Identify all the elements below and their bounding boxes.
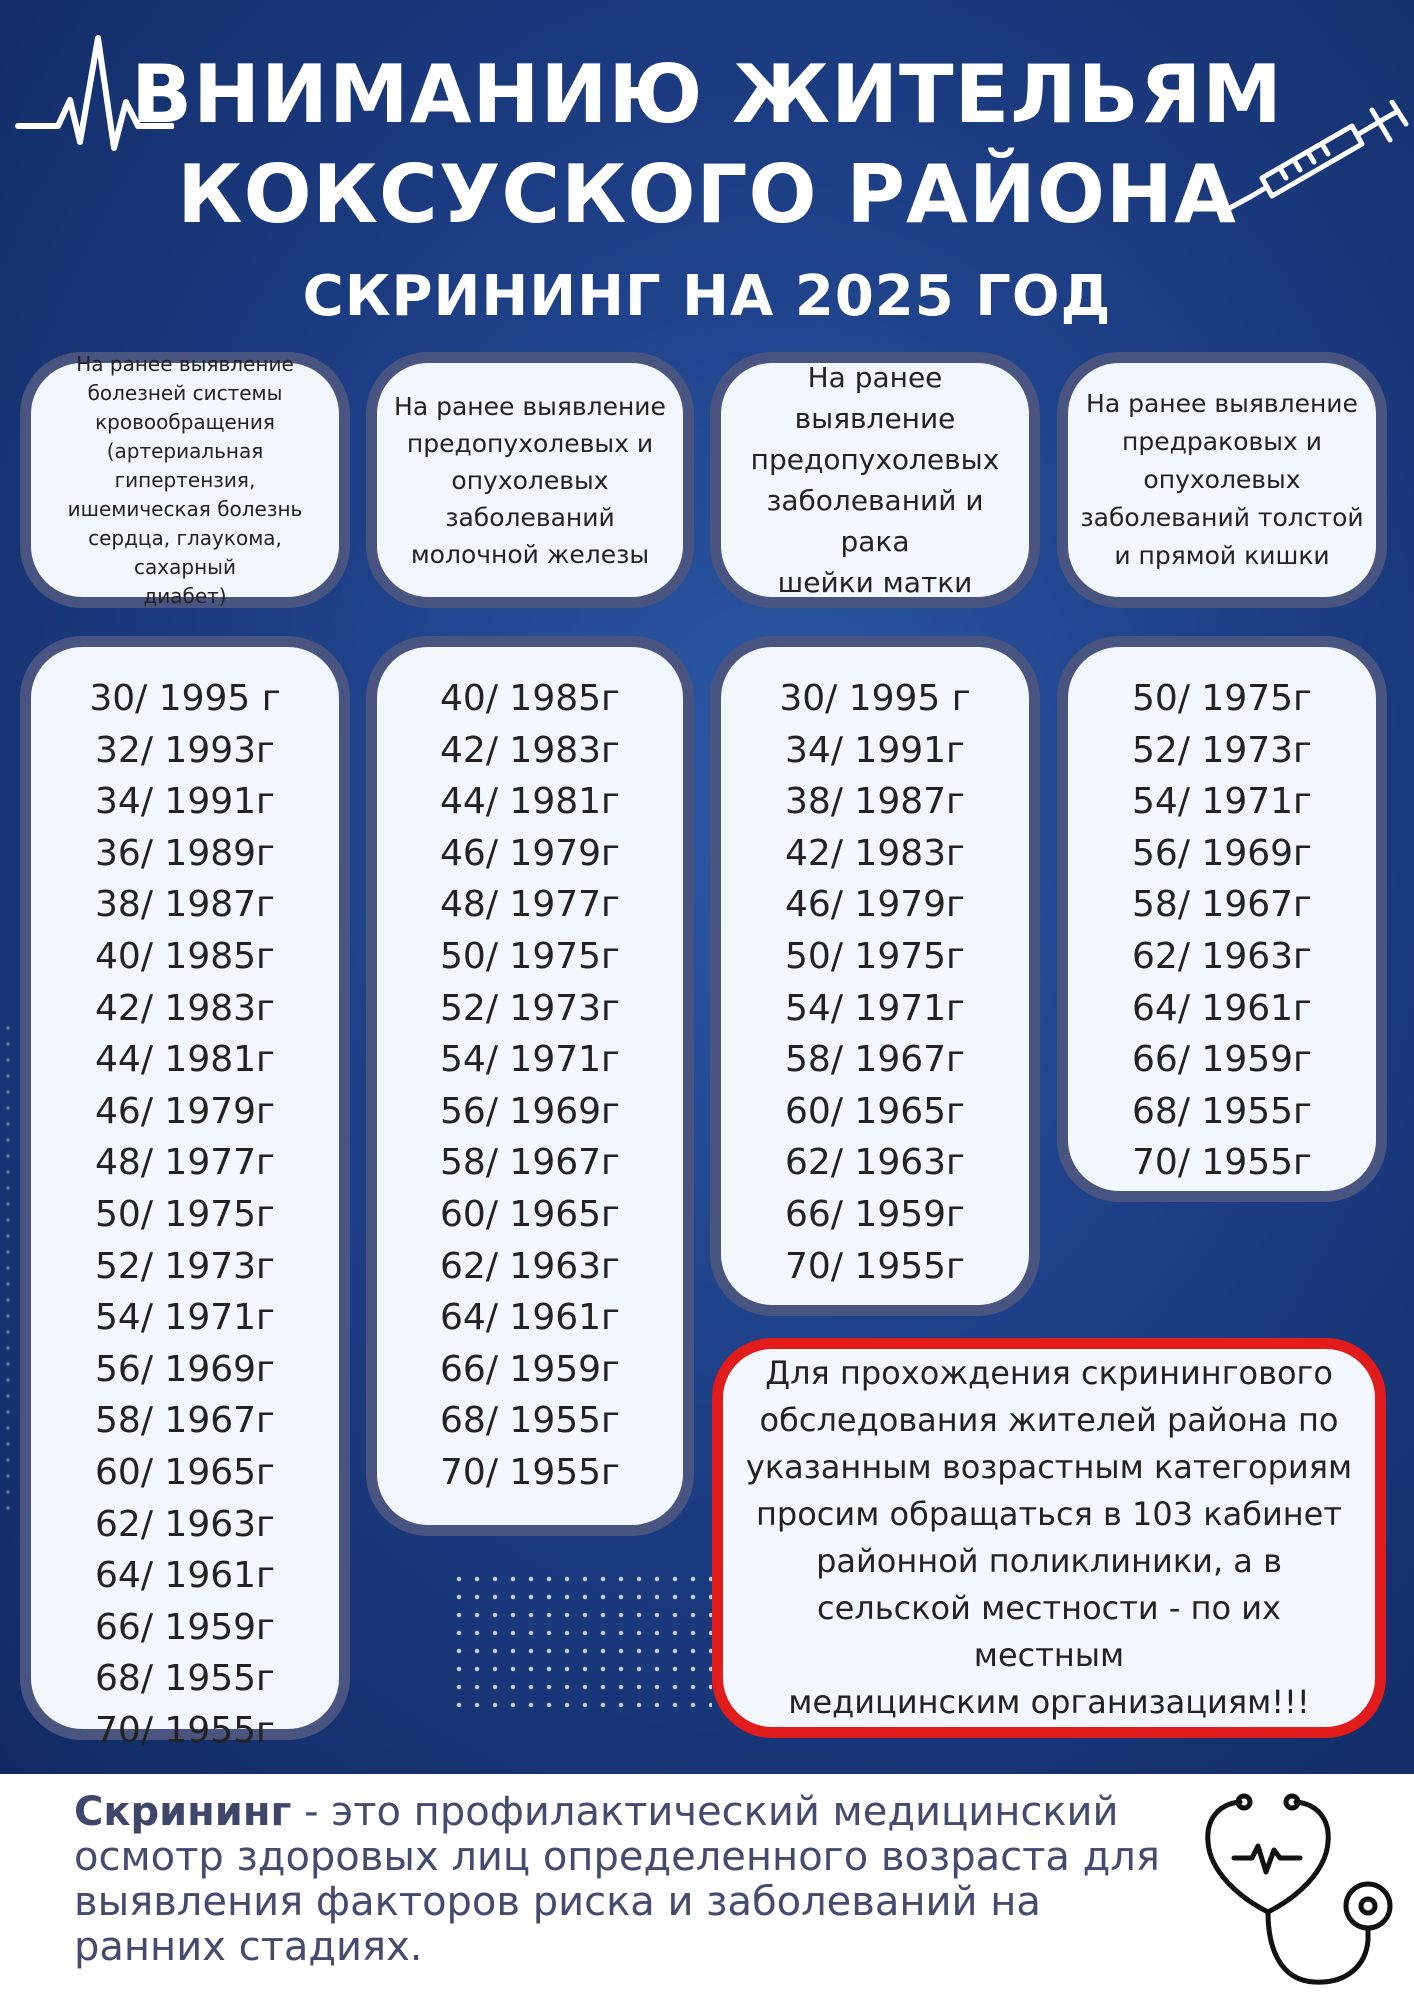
definition-term: Скрининг (74, 1789, 292, 1835)
age-list-item: 70/ 1955г (1132, 1142, 1312, 1184)
age-list-item: 66/ 1959г (1132, 1039, 1312, 1081)
age-list-item: 48/ 1977г (95, 1142, 275, 1184)
age-list-item: 66/ 1959г (785, 1193, 965, 1235)
notice-line: обследования жителей района по (759, 1401, 1339, 1439)
stethoscope-icon (1196, 1780, 1410, 1994)
notice-line: районной поликлиники, а в (816, 1542, 1282, 1580)
age-list-item: 44/ 1981г (440, 781, 620, 823)
age-list-item: 70/ 1955г (440, 1451, 620, 1493)
category-header-line: кровообращения (95, 409, 275, 434)
category-header-line: заболеваний и рака (766, 484, 984, 558)
category-header-line: предраковых и (1122, 427, 1322, 456)
category-header-line: выявление (794, 402, 956, 435)
age-list-item: 62/ 1963г (1132, 935, 1312, 977)
age-list-circulatory (20, 636, 350, 1751)
age-list-item: 66/ 1959г (440, 1348, 620, 1390)
age-list-item: 50/ 1975г (1132, 678, 1312, 719)
age-list-item: 44/ 1981г (95, 1039, 275, 1081)
age-list-item: 60/ 1965г (95, 1451, 275, 1493)
category-header-line: заболеваний толстой (1080, 503, 1364, 532)
age-list-item: 68/ 1955г (95, 1658, 275, 1700)
category-header-line: опухолевых (451, 465, 609, 495)
category-header-line: ишемическая болезнь (67, 496, 303, 521)
age-list-item: 50/ 1975г (785, 935, 965, 977)
category-header-line: (артериальная гипертензия, (106, 438, 264, 492)
subtitle: СКРИНИНГ НА 2025 ГОД (302, 264, 1112, 329)
title-line-1: ВНИМАНИЮ ЖИТЕЛЬЯМ (131, 48, 1283, 141)
category-header-line: На ранее выявление (1086, 389, 1358, 418)
category-header-line: На ранее выявление (394, 391, 666, 421)
age-list-item: 52/ 1973г (440, 987, 620, 1029)
age-list-cervical (710, 636, 1040, 1316)
age-list-item: 58/ 1967г (1132, 884, 1312, 926)
age-list-item: 70/ 1955г (785, 1245, 965, 1287)
age-list-item: 30/ 1995 г (779, 678, 971, 719)
age-list-colorectal (1057, 636, 1387, 1202)
category-header-circulatory (20, 352, 350, 608)
category-header-line: и прямой кишки (1114, 541, 1330, 570)
age-list-item: 62/ 1963г (95, 1503, 275, 1545)
title-line-2: КОКСУСКОГО РАЙОНА (177, 148, 1237, 241)
age-list-item: 66/ 1959г (95, 1606, 275, 1648)
age-list-item: 54/ 1971г (440, 1039, 620, 1081)
age-list-item: 42/ 1983г (95, 987, 275, 1029)
age-list-item: 54/ 1971г (95, 1297, 275, 1339)
category-header-line: предопухолевых (750, 443, 1000, 476)
age-list-item: 46/ 1979г (440, 832, 620, 874)
age-list-item: 32/ 1993г (95, 729, 275, 771)
age-list-item: 64/ 1961г (95, 1555, 275, 1597)
age-list-item: 54/ 1971г (785, 987, 965, 1029)
notice-line: указанным возрастным категориям (745, 1448, 1353, 1486)
age-list-item: 70/ 1955г (95, 1709, 275, 1751)
age-list-item: 46/ 1979г (95, 1090, 275, 1132)
category-header-line: диабет) (143, 583, 227, 608)
category-header-breast (366, 352, 694, 608)
dot-pattern (450, 1570, 712, 1710)
notice-line: просим обращаться в 103 кабинет (755, 1495, 1342, 1533)
age-list-item: 34/ 1991г (95, 781, 275, 823)
age-list-item: 58/ 1967г (785, 1039, 965, 1081)
definition-text: - это профилактический медицинский осмотр здоровых лиц определенного возраста для выявления факторов риска и заболеваний на ранних стадиях. (74, 1789, 1160, 1970)
age-list-item: 50/ 1975г (440, 935, 620, 977)
age-list-item: 36/ 1989г (95, 832, 275, 874)
category-header-line: опухолевых (1143, 465, 1301, 494)
notice-line: Для прохождения скринингового (765, 1354, 1333, 1392)
age-list-item: 30/ 1995 г (89, 678, 281, 719)
age-list-item: 52/ 1973г (1132, 729, 1312, 771)
notice-box (712, 1338, 1386, 1738)
category-header-line: На ранее (807, 361, 943, 394)
age-list-item: 62/ 1963г (440, 1245, 620, 1287)
age-list-item: 50/ 1975г (95, 1193, 275, 1235)
screening-definition (74, 1790, 1174, 1970)
age-list-item: 40/ 1985г (95, 935, 275, 977)
age-list-item: 56/ 1969г (440, 1090, 620, 1132)
age-list-item: 56/ 1969г (1132, 832, 1312, 874)
age-list-item: 68/ 1955г (440, 1400, 620, 1442)
age-list-item: 54/ 1971г (1132, 781, 1312, 823)
age-list-item: 68/ 1955г (1132, 1090, 1312, 1132)
age-list-item: 38/ 1987г (785, 781, 965, 823)
category-header-line: сердца, глаукома, сахарный (88, 525, 282, 579)
category-header-line: молочной железы (410, 539, 650, 569)
age-list-item: 42/ 1983г (440, 729, 620, 771)
age-list-item: 34/ 1991г (785, 729, 965, 771)
age-list-item: 60/ 1965г (440, 1193, 620, 1235)
category-header-cervical (710, 352, 1040, 608)
age-list-item: 62/ 1963г (785, 1142, 965, 1184)
age-list-item: 52/ 1973г (95, 1245, 275, 1287)
age-list-item: 40/ 1985г (440, 678, 620, 719)
age-list-item: 38/ 1987г (95, 884, 275, 926)
age-list-item: 64/ 1961г (440, 1297, 620, 1339)
age-list-item: 42/ 1983г (785, 832, 965, 874)
notice-line: сельской местности - по их местным (817, 1589, 1281, 1674)
age-list-item: 64/ 1961г (1132, 987, 1312, 1029)
age-list-breast (366, 636, 694, 1536)
age-list-item: 60/ 1965г (785, 1090, 965, 1132)
category-header-line: болезней системы (87, 380, 283, 405)
age-list-item: 58/ 1967г (95, 1400, 275, 1442)
category-header-line: предопухолевых и (406, 428, 654, 458)
category-header-colorectal (1057, 352, 1387, 608)
category-header-line: На ранее выявление (76, 351, 294, 376)
notice-line: медицинским организациям!!! (788, 1683, 1310, 1721)
category-header-line: заболеваний (445, 502, 615, 532)
age-list-item: 48/ 1977г (440, 884, 620, 926)
age-list-item: 46/ 1979г (785, 884, 965, 926)
category-header-line: шейки матки (777, 566, 973, 599)
age-list-item: 56/ 1969г (95, 1348, 275, 1390)
age-list-item: 58/ 1967г (440, 1142, 620, 1184)
